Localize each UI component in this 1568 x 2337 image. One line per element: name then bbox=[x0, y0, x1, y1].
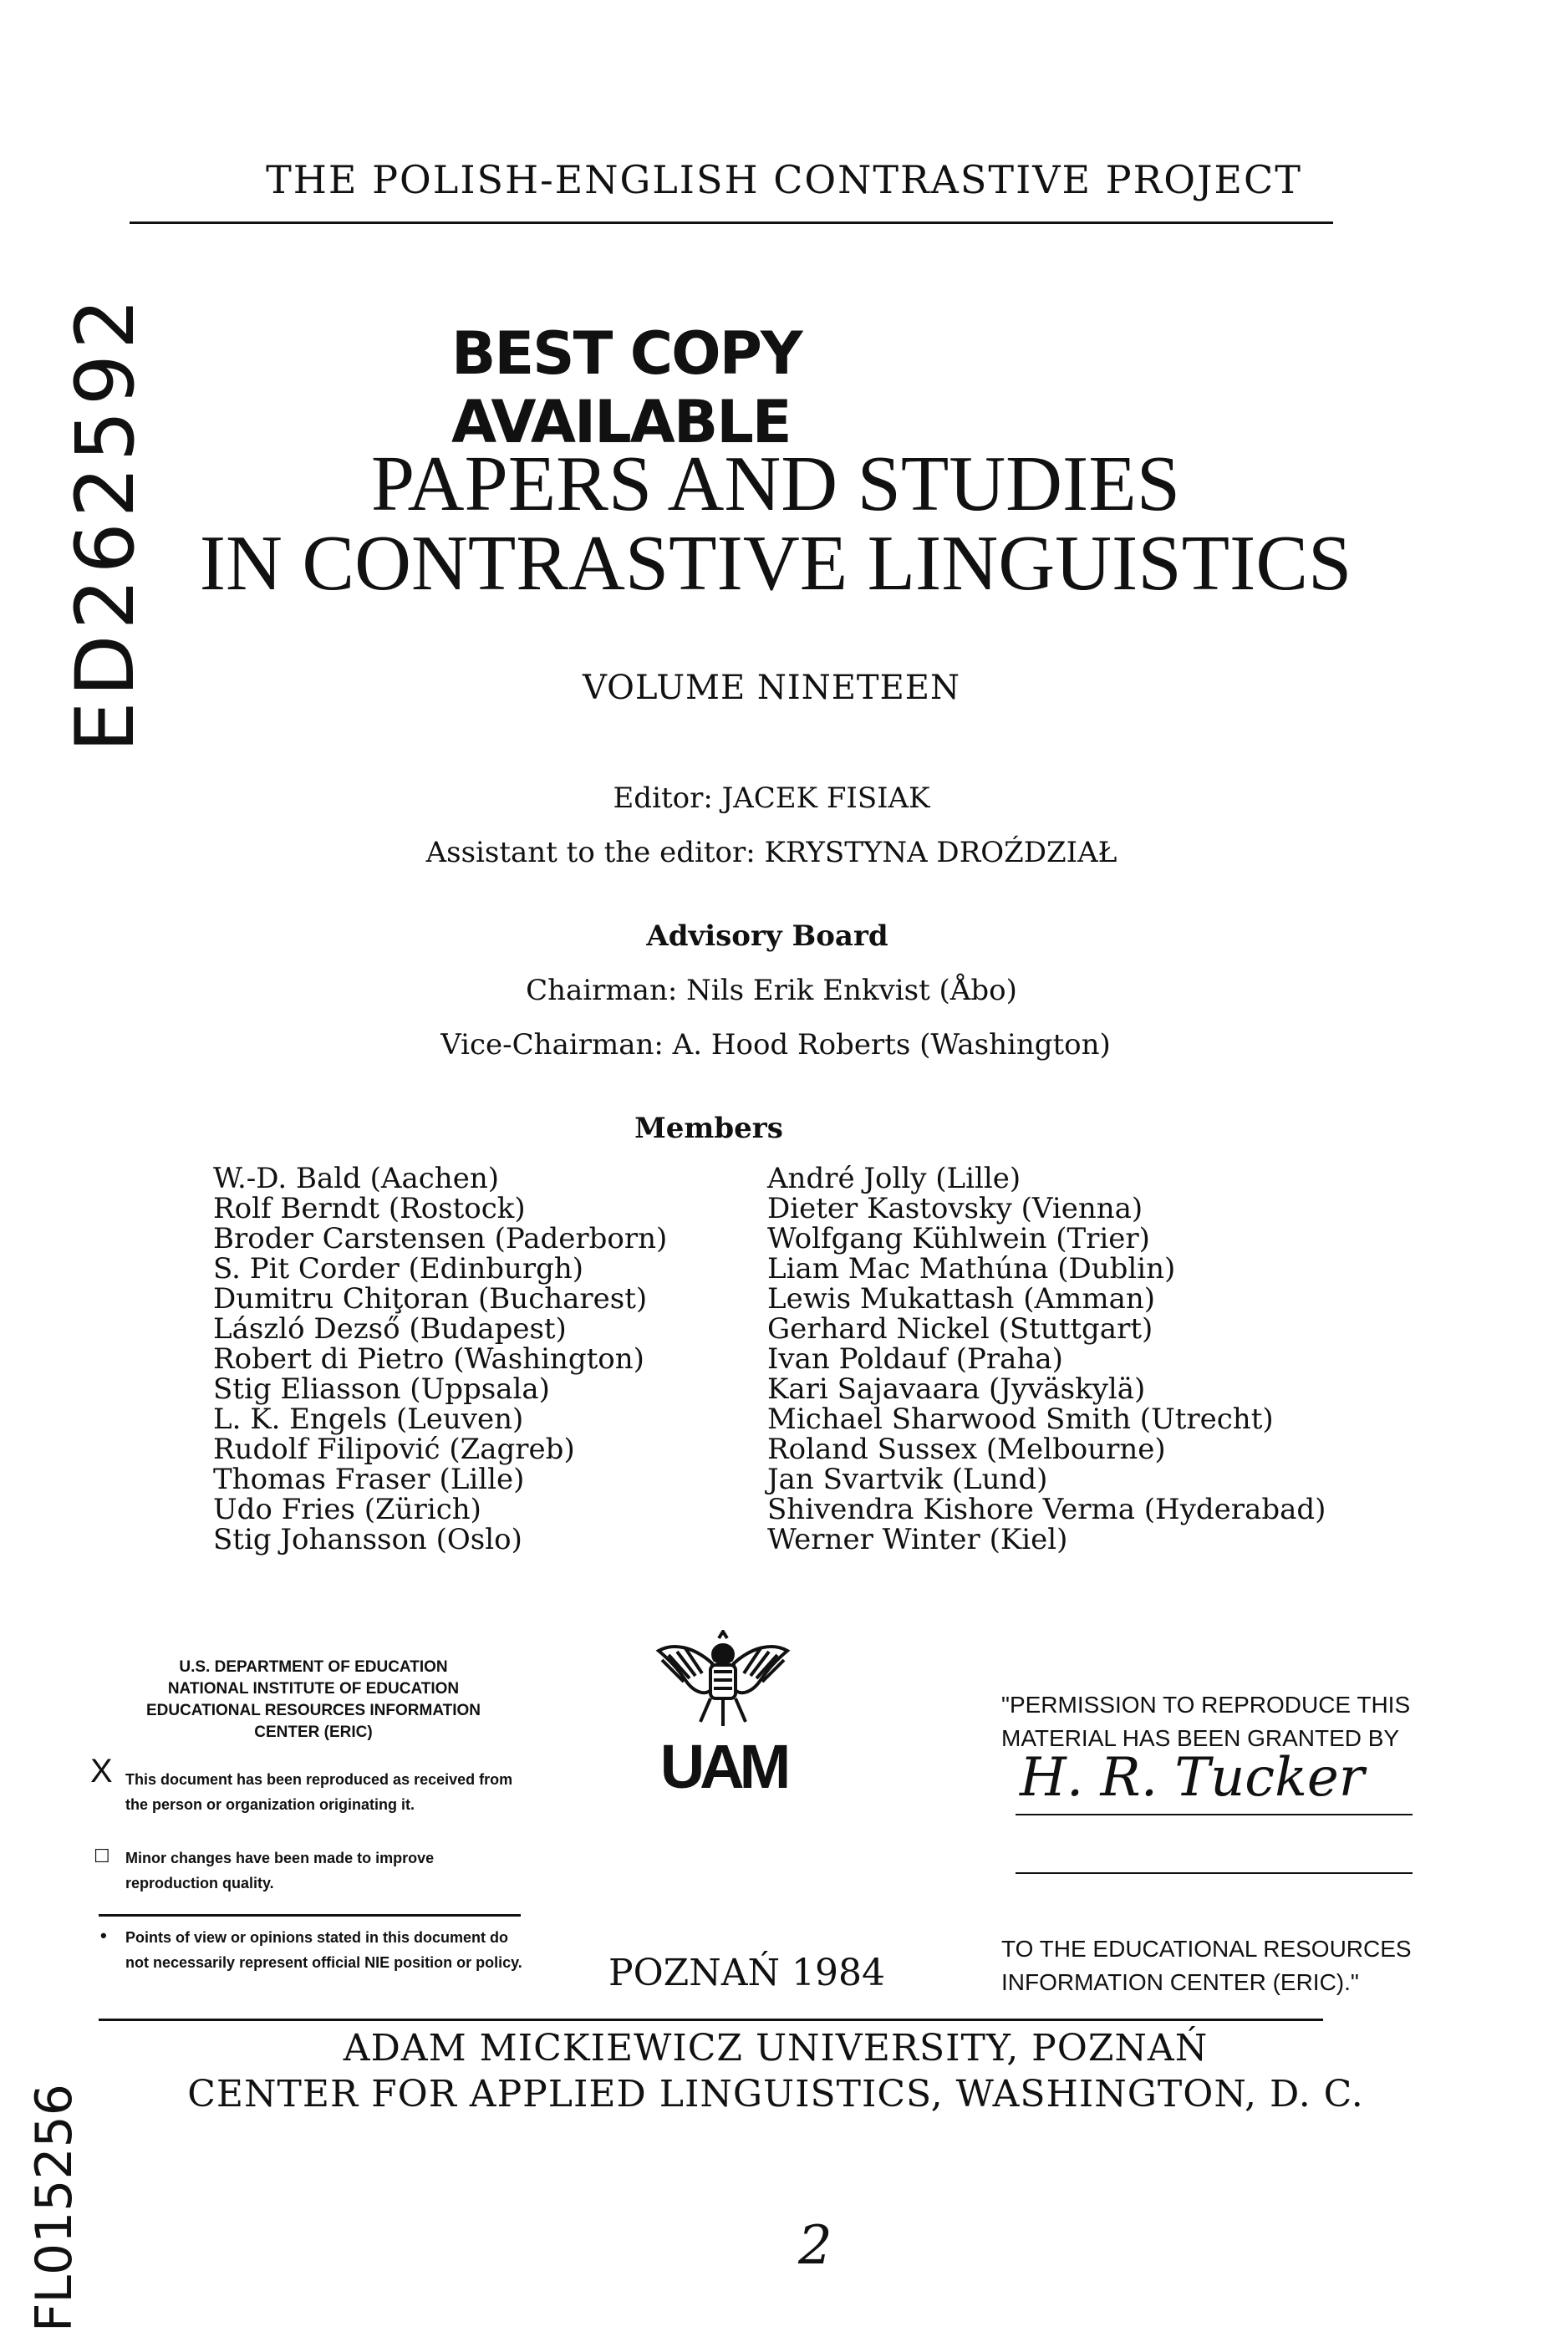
signature-line bbox=[1016, 1814, 1413, 1815]
member-item: André Jolly (Lille) bbox=[767, 1162, 1021, 1195]
university-line: ADAM MICKIEWICZ UNIVERSITY, POZNAŃ bbox=[343, 2027, 1209, 2070]
member-item: Stig Eliasson (Uppsala) bbox=[213, 1372, 550, 1406]
imprint-rule bbox=[99, 2019, 1323, 2021]
permission-to-line-2: INFORMATION CENTER (ERIC)." bbox=[1001, 1969, 1359, 1995]
member-item: Dieter Kastovsky (Vienna) bbox=[767, 1192, 1143, 1225]
member-item: Michael Sharwood Smith (Utrecht) bbox=[767, 1403, 1274, 1436]
eric-line: U.S. DEPARTMENT OF EDUCATION bbox=[179, 1658, 448, 1676]
member-item: Jan Svartvik (Lund) bbox=[767, 1463, 1048, 1496]
member-item: Kari Sajavaara (Jyväskylä) bbox=[767, 1372, 1146, 1406]
ed-document-number: ED262592 bbox=[59, 293, 152, 752]
member-item: Dumitru Chiţoran (Bucharest) bbox=[213, 1282, 648, 1316]
member-item: Udo Fries (Zürich) bbox=[213, 1493, 481, 1526]
member-item: Stig Johansson (Oslo) bbox=[213, 1523, 522, 1556]
check-mark-x: X bbox=[90, 1753, 113, 1790]
member-item: Shivendra Kishore Verma (Hyderabad) bbox=[767, 1493, 1326, 1526]
best-copy-stamp: BEST COPY AVAILABLE bbox=[451, 319, 802, 456]
signature: H. R. Tucker bbox=[1020, 1747, 1365, 1809]
eric-line: CENTER (ERIC) bbox=[254, 1723, 373, 1741]
eric-note-text: Points of view or opinions stated in this document do not necessarily represent official NIE position or policy. bbox=[125, 1929, 522, 1971]
eric-line: NATIONAL INSTITUTE OF EDUCATION bbox=[167, 1680, 460, 1698]
blank-line bbox=[1016, 1872, 1413, 1874]
editor-line: Editor: JACEK FISIAK bbox=[613, 782, 930, 815]
eric-heading bbox=[92, 1657, 535, 1744]
members-list-right bbox=[767, 1163, 1326, 1555]
member-item: S. Pit Corder (Edinburgh) bbox=[213, 1252, 584, 1286]
project-header: THE POLISH-ENGLISH CONTRASTIVE PROJECT bbox=[266, 157, 1302, 202]
member-item: Lewis Mukattash (Amman) bbox=[767, 1282, 1155, 1316]
chairman-line: Chairman: Nils Erik Enkvist (Åbo) bbox=[526, 974, 1017, 1007]
eric-check2-text: Minor changes have been made to improve reproduction quality. bbox=[125, 1850, 435, 1891]
member-item: Liam Mac Mathúna (Dublin) bbox=[767, 1252, 1176, 1286]
member-item: Rudolf Filipović (Zagreb) bbox=[213, 1433, 575, 1466]
member-item: Ivan Poldauf (Praha) bbox=[767, 1342, 1063, 1376]
member-item: László Dezső (Budapest) bbox=[213, 1312, 567, 1346]
uam-logo bbox=[652, 1630, 794, 1801]
member-item: Robert di Pietro (Washington) bbox=[213, 1342, 644, 1376]
title-line-1: PAPERS AND STUDIES bbox=[370, 440, 1181, 527]
member-item: Roland Sussex (Melbourne) bbox=[767, 1433, 1166, 1466]
members-list-left bbox=[213, 1163, 667, 1555]
checkbox-icon: ☐ bbox=[94, 1846, 110, 1866]
header-rule bbox=[130, 221, 1333, 224]
eric-check1-text: This document has been reproduced as received from the person or organization originating it. bbox=[125, 1771, 513, 1813]
eagle-icon bbox=[652, 1630, 794, 1730]
place-year: POZNAŃ 1984 bbox=[608, 1952, 885, 1994]
member-item: L. K. Engels (Leuven) bbox=[213, 1403, 524, 1436]
member-item: Thomas Fraser (Lille) bbox=[213, 1463, 525, 1496]
eric-line: EDUCATIONAL RESOURCES INFORMATION bbox=[145, 1702, 481, 1719]
permission-line-2: MATERIAL HAS BEEN GRANTED BY bbox=[1001, 1725, 1400, 1751]
member-item: Rolf Berndt (Rostock) bbox=[213, 1192, 526, 1225]
center-line: CENTER FOR APPLIED LINGUISTICS, WASHINGTON, D. C. bbox=[187, 2073, 1364, 2116]
title-line-2: IN CONTRASTIVE LINGUISTICS bbox=[199, 520, 1352, 607]
member-item: Werner Winter (Kiel) bbox=[767, 1523, 1068, 1556]
member-item: W.-D. Bald (Aachen) bbox=[213, 1162, 499, 1195]
page-number: 2 bbox=[798, 2215, 832, 2277]
assistant-editor-line: Assistant to the editor: KRYSTYNA DROŹDZIAŁ bbox=[425, 836, 1117, 869]
permission-to-line-1: TO THE EDUCATIONAL RESOURCES bbox=[1001, 1936, 1412, 1962]
volume-label: VOLUME NINETEEN bbox=[582, 669, 960, 707]
permission-line-1: "PERMISSION TO REPRODUCE THIS bbox=[1001, 1692, 1411, 1718]
fl-document-number: FL015256 bbox=[25, 2084, 84, 2332]
member-item: Wolfgang Kühlwein (Trier) bbox=[767, 1222, 1150, 1255]
logo-text: UAM bbox=[659, 1732, 787, 1801]
member-item: Broder Carstensen (Paderborn) bbox=[213, 1222, 668, 1255]
bullet-icon: • bbox=[100, 1925, 107, 1946]
member-item: Gerhard Nickel (Stuttgart) bbox=[767, 1312, 1153, 1346]
vice-chairman-line: Vice-Chairman: A. Hood Roberts (Washington) bbox=[440, 1028, 1111, 1062]
eric-divider bbox=[99, 1914, 521, 1917]
members-heading: Members bbox=[634, 1112, 783, 1145]
advisory-board-heading: Advisory Board bbox=[646, 919, 888, 953]
